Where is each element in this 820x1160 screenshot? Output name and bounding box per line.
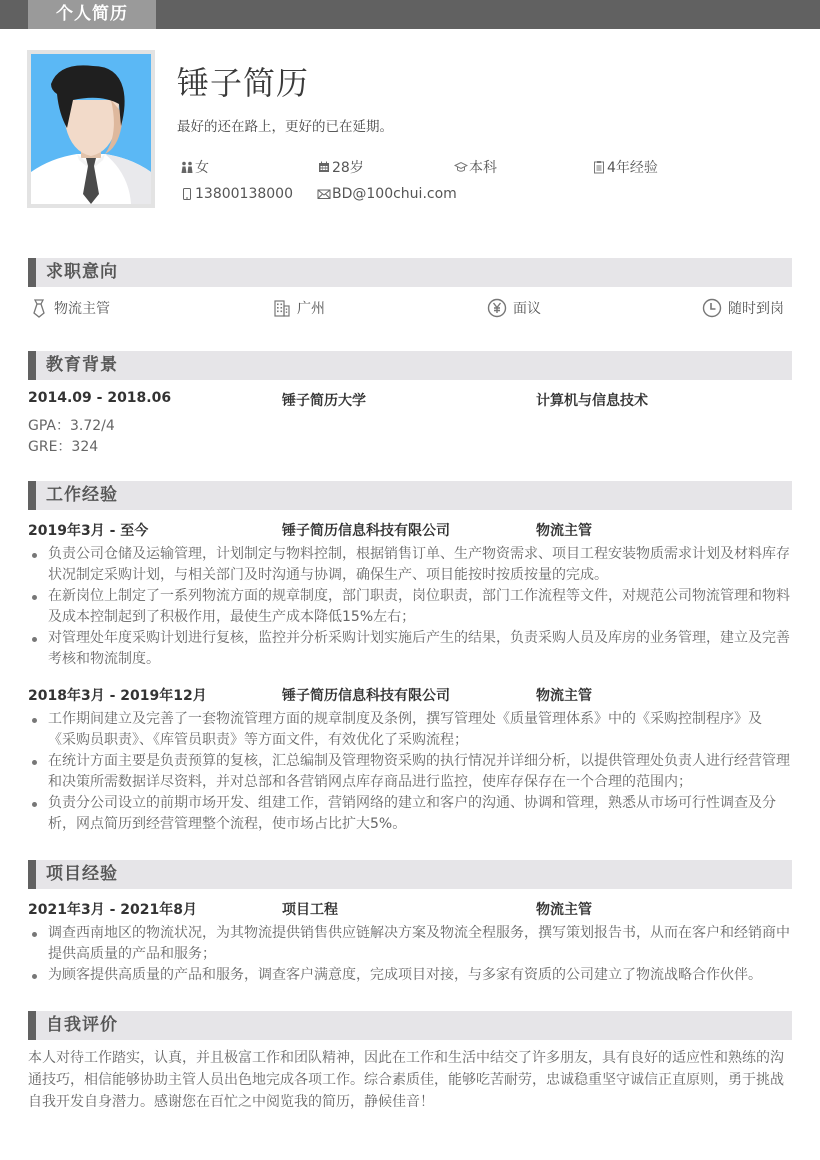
education-school: 锤子简历大学: [282, 393, 366, 409]
education-gpa: GPA：3.72/4: [28, 418, 115, 434]
section-title: 求职意向: [46, 262, 118, 282]
work-bullets: [28, 544, 794, 670]
project-period: 2021年3月 - 2021年8月: [28, 902, 197, 918]
avatar: [27, 50, 155, 208]
graduation-cap-icon: [454, 160, 468, 174]
section-header-intent: [28, 258, 792, 287]
list-item: 为顾客提供高质量的产品和服务，调查客户满意度，完成项目对接，与多家有资质的公司建立了物流战略合作伙伴。: [28, 965, 794, 986]
work-period: 2018年3月 - 2019年12月: [28, 688, 207, 704]
work-period: 2019年3月 - 至今: [28, 523, 149, 539]
section-title: 工作经验: [46, 485, 118, 505]
email-value[interactable]: BD@100chui.com: [332, 186, 457, 202]
section-title: 项目经验: [46, 864, 118, 884]
education-value: 本科: [469, 160, 497, 176]
motto: 最好的还在路上，更好的已在延期。: [177, 119, 393, 135]
intent-salary: [487, 298, 541, 318]
intent-position-value: 物流主管: [54, 301, 110, 317]
self-evaluation-text: 本人对待工作踏实，认真，并且极富工作和团队精神，因此在工作和生活中结交了许多朋友，具有良好的适应性和熟练的沟通技巧，相信能够协助主管人员出色地完成各项工作。综合素质佳，能够吃苦耐劳，忠诚稳重坚守诚信正直原则，勇于挑战自我开发自身潜力。感谢您在百忙之中阅览我的简历，静候佳音！: [28, 1050, 784, 1110]
calendar-icon: [317, 160, 331, 174]
work-bullets: [28, 709, 794, 835]
section-header-self-eval: [28, 1011, 792, 1040]
intent-position: [30, 298, 110, 318]
gender-icon: [180, 160, 194, 174]
work-company: 锤子简历信息科技有限公司: [282, 688, 450, 704]
project-bullets: [28, 923, 794, 986]
envelope-icon: [317, 187, 331, 201]
list-item: 调查西南地区的物流状况，为其物流提供销售供应链解决方案及物流全程服务，撰写策划报告书，从而在客户和经销商中提供高质量的产品和服务；: [28, 923, 794, 965]
section-header-education: [28, 351, 792, 380]
education-info: [454, 157, 497, 177]
project-name: 项目工程: [282, 902, 338, 918]
top-bar: [0, 0, 820, 29]
intent-city: [273, 298, 325, 318]
experience-info: [592, 157, 658, 177]
section-title: 教育背景: [46, 355, 118, 375]
intent-availability-value: 随时到岗: [728, 301, 784, 317]
work-company: 锤子简历信息科技有限公司: [282, 523, 450, 539]
age-info: [317, 157, 364, 177]
email-info: [317, 186, 457, 202]
section-header-projects: [28, 860, 792, 889]
age-value: 28岁: [332, 160, 364, 176]
list-item: 负责公司仓储及运输管理，计划制定与物料控制，根据销售订单、生产物资需求、项目工程安装物质需求计划及材料库存状况制定采购计划，与相关部门及时沟通与协调，确保生产、项目能按时按质按量的完成。: [28, 544, 794, 586]
intent-city-value: 广州: [297, 301, 325, 317]
phone-icon: [180, 187, 194, 201]
gender-info: [180, 157, 209, 177]
avatar-illustration-icon: [31, 54, 151, 204]
education-major: 计算机与信息技术: [536, 393, 648, 409]
clipboard-icon: [592, 160, 606, 174]
candidate-name: 锤子简历: [177, 64, 310, 102]
tie-icon: [30, 298, 48, 318]
list-item: 在统计方面主要是负责预算的复核，汇总编制及管理物资采购的执行情况并详细分析，以提供管理处负责人进行经营管理和决策所需数据详尽资料，并对总部和各营销网点库存商品进行监控，使库存保存在一个合理的范围内；: [28, 751, 794, 793]
section-title: 自我评价: [46, 1015, 118, 1035]
intent-salary-value: 面议: [513, 301, 541, 317]
resume-tab: 个人简历: [28, 0, 156, 29]
project-role: 物流主管: [536, 902, 592, 918]
work-title: 物流主管: [536, 523, 592, 539]
building-icon: [273, 298, 291, 318]
education-period: 2014.09 - 2018.06: [28, 390, 172, 406]
phone-value[interactable]: 13800138000: [195, 186, 293, 202]
intent-availability: [702, 298, 784, 318]
list-item: 对管理处年度采购计划进行复核，监控并分析采购计划实施后产生的结果，负责采购人员及库房的业务管理，建立及完善考核和物流制度。: [28, 628, 794, 670]
section-header-work: [28, 481, 792, 510]
phone-info: [180, 186, 293, 202]
gender-value: 女: [195, 160, 209, 176]
list-item: 工作期间建立及完善了一套物流管理方面的规章制度及条例，撰写管理处《质量管理体系》中的《采购控制程序》及 《采购员职责》、《库管员职责》等方面文件，有效优化了采购流程；: [28, 709, 794, 751]
work-title: 物流主管: [536, 688, 592, 704]
education-gre: GRE：324: [28, 439, 99, 455]
list-item: 负责分公司设立的前期市场开发、组建工作，营销网络的建立和客户的沟通、协调和管理，熟悉从市场可行性调查及分析，网点简历到经营管理整个流程，使市场占比扩大5%。: [28, 793, 794, 835]
experience-value: 4年经验: [607, 160, 658, 176]
list-item: 在新岗位上制定了一系列物流方面的规章制度，部门职责，岗位职责，部门工作流程等文件，对规范公司物流管理和物料及成本控制起到了积极作用，最使生产成本降低15%左右；: [28, 586, 794, 628]
clock-icon: [702, 298, 722, 318]
yen-icon: [487, 298, 507, 318]
